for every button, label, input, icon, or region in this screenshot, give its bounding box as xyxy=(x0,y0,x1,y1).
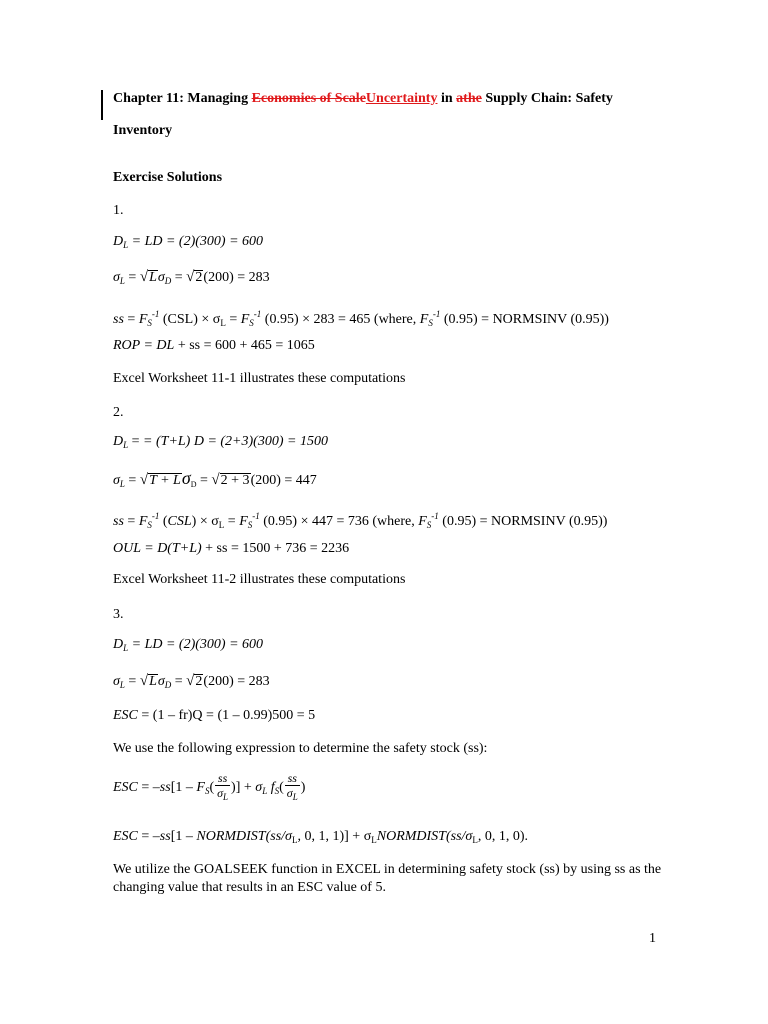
exercise-2-number: 2. xyxy=(113,405,124,420)
exercise-3-number: 3. xyxy=(113,607,124,622)
ex1-ss-tail: (0.95) × 283 = 465 (where, xyxy=(264,312,420,327)
ex2-ss-tail: (0.95) × 447 = 736 (where, xyxy=(263,514,419,529)
ex1-demand-equation: $D_L$ = LD = (2)(300) = 600 xyxy=(113,234,264,250)
tracked-insertion: Uncertainty xyxy=(365,91,438,106)
ex2-sigma-equation: $\sigma_L = √T + L\sigma_D = √2 + 3(200) = 447$ xyxy=(113,468,317,489)
ex3-intro: We use the following expression to determine the safety stock (ss): xyxy=(113,741,488,756)
title-prefix: Chapter 11: Managing xyxy=(113,91,252,106)
ex3-esc-formula: ESC = $-ss[1 - F_S$( $\frac{ss}{\sigma_L}$ )] + $\sigma_L$ $f_S$( $\frac{ss}{\sigma_L}$ ) xyxy=(113,771,306,802)
ex1-safety-stock-equation: ss = $F_S^{-1}$ $(CSL) \times \sigma_L = F_S^{-1}$ (0.95) × 283 = 465 (where, $F_S^{-1}$ (0.95) = NORMSINV (0.95)) xyxy=(113,309,609,328)
title-suffix: Supply Chain: Safety xyxy=(481,91,613,106)
ex3-goalseek-paragraph: We utilize the GOALSEEK function in EXCEL in determining safety stock (ss) by using ss as the changing value that results in an ESC value of 5. xyxy=(113,862,662,895)
ex3-esc-equation: ESC = (1 – fr)Q = (1 – 0.99)500 = 5 xyxy=(113,708,316,723)
ex1-dl-rhs: = LD = (2)(300) = 600 xyxy=(131,234,264,249)
fraction: $\frac{ss}{\sigma_L}$ xyxy=(286,771,298,802)
ex1-ss-end: (0.95) = NORMSINV (0.95)) xyxy=(443,312,609,327)
tracked-deletion: Economies of Scale xyxy=(251,91,366,106)
section-heading: Exercise Solutions xyxy=(113,170,223,185)
ex1-note: Excel Worksheet 11-1 illustrates these computations xyxy=(113,371,406,386)
ex2-oul-equation: OUL = D(T+L) + ss = 1500 + 736 = 2236 xyxy=(113,541,350,556)
ex2-sqrt-arg-1: T + L xyxy=(149,473,181,488)
ex1-sigma-equation: $\sigma_L = √L\sigma_D = √2(200) = 283$ xyxy=(113,269,270,286)
title-middle: in xyxy=(437,91,457,106)
ex2-ss-end: (0.95) = NORMSINV (0.95)) xyxy=(442,514,608,529)
ex2-sqrt-arg-2: 2 + 3 xyxy=(220,473,250,488)
ex2-safety-stock-equation: ss = $F_S^{-1}$ $(CSL) \times \sigma_L = F_S^{-1}$ (0.95) × 447 = 736 (where, $F_S^{-1}$ (0.95) = NORMSINV (0.95)) xyxy=(113,511,608,530)
ex3-sigma-equation: $\sigma_L = √L\sigma_D = √2(200) = 283$ xyxy=(113,673,270,690)
ex1-rop-equation: ROP = DL + ss = 600 + 465 = 1065 xyxy=(113,338,315,353)
exercise-1-number: 1. xyxy=(113,203,124,218)
ex1-ss-mid: (CSL) × σ xyxy=(162,312,221,327)
chapter-title xyxy=(113,90,613,108)
ex1-sqrt-arg: 2 xyxy=(195,270,203,285)
ex2-dl-rhs: = (T+L) D = (2+3)(300) = 1500 xyxy=(143,434,328,449)
ex3-esc-rhs: = (1 – fr)Q = (1 – 0.99)500 = 5 xyxy=(141,708,316,723)
tracked-deletion: athe xyxy=(456,91,482,106)
ex3-sigma-rhs: (200) = 283 xyxy=(203,674,270,689)
ex3-dl-rhs: = LD = (2)(300) = 600 xyxy=(131,637,264,652)
revision-change-bar xyxy=(101,90,103,120)
ex1-sigma-rhs: (200) = 283 xyxy=(203,270,270,285)
ex2-demand-equation: $D_L$ = = (T+L) D = (2+3)(300) = 1500 xyxy=(113,434,328,450)
chapter-title-line2: Inventory xyxy=(113,123,173,138)
ex3-sqrt-arg: 2 xyxy=(195,674,203,689)
page-number: 1 xyxy=(649,931,656,946)
ex2-note: Excel Worksheet 11-2 illustrates these computations xyxy=(113,572,406,587)
ex3-esc-excel-formula: ESC = $-ss[1 - NORMDIST(ss/\sigma_L$, 0, 1, $1)] + \sigma_LNORMDIST(ss/\sigma_L$, 0, 1, 0). xyxy=(113,829,529,845)
ex1-rop-rhs: + ss = 600 + 465 = 1065 xyxy=(177,338,315,353)
ex2-sigma-rhs: (200) = 447 xyxy=(250,473,317,488)
fraction: $\frac{ss}{\sigma_L}$ xyxy=(217,771,229,802)
ex2-oul-rhs: + ss = 1500 + 736 = 2236 xyxy=(205,541,350,556)
ex3-demand-equation: $D_L$ = LD = (2)(300) = 600 xyxy=(113,637,264,653)
